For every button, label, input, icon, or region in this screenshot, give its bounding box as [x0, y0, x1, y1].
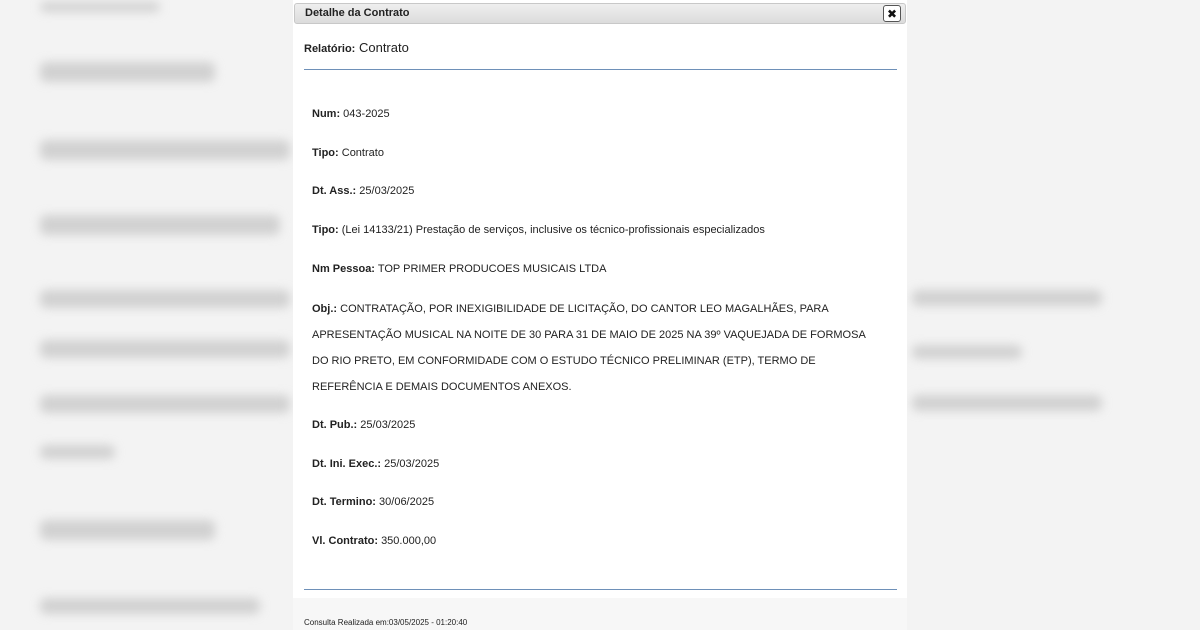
- bg-blur: [912, 290, 1102, 306]
- field-value: TOP PRIMER PRODUCOES MUSICAIS LTDA: [377, 263, 607, 275]
- field-value: (Lei 14133/21) Prestação de serviços, inclusive os técnico-profissionais especializados: [341, 224, 765, 236]
- bg-blur: [40, 2, 160, 12]
- field-label: Dt. Pub.:: [312, 419, 358, 431]
- field-num: [312, 108, 390, 120]
- field-tipo: [312, 147, 384, 159]
- field-value: 30/06/2025: [379, 496, 435, 508]
- field-label: Num:: [312, 108, 341, 120]
- field-label: Vl. Contrato:: [312, 535, 378, 547]
- field-dt-ini: [312, 458, 439, 470]
- field-label: Tipo:: [312, 147, 339, 159]
- bg-blur: [40, 445, 115, 459]
- top-divider: [304, 69, 897, 70]
- field-value: 25/03/2025: [360, 419, 416, 431]
- field-label: Dt. Termino:: [312, 496, 376, 508]
- bg-blur: [40, 520, 215, 540]
- field-dt-pub: [312, 419, 415, 431]
- bg-blur: [912, 345, 1022, 359]
- field-value: CONTRATAÇÃO, POR INEXIGIBILIDADE DE LICITAÇÃO, DO CANTOR LEO MAGALHÃES, PARA APRESENTAÇÃO MUSICAL NA NOITE DE 30 PARA 31 DE MAIO DE 2025 NA 39º VAQUEJADA DE FORMOSA DO RIO PRETO, EM CONFORMIDADE COM O ESTUDO TÉCNICO PRELIMINAR (ETP), TERMO DE REFERÊNCIA E DEMAIS DOCUMENTOS ANEXOS.: [312, 303, 866, 393]
- field-vl-contrato: [312, 535, 436, 547]
- field-value: 350.000,00: [381, 535, 437, 547]
- field-obj: [312, 296, 872, 400]
- field-tipo-lei: [312, 224, 765, 236]
- bg-blur: [40, 340, 290, 358]
- field-pessoa: [312, 263, 606, 275]
- field-label: Dt. Ini. Exec.:: [312, 458, 382, 470]
- field-label: Dt. Ass.:: [312, 185, 357, 197]
- field-value: Contrato: [341, 147, 384, 159]
- dialog-title: Detalhe da Contrato: [305, 7, 410, 19]
- field-value: 25/03/2025: [359, 185, 415, 197]
- bg-blur: [40, 62, 215, 82]
- bottom-divider: [304, 589, 897, 590]
- report-label: Relatório:: [304, 43, 356, 55]
- query-timestamp: Consulta Realizada em:03/05/2025 - 01:20:40: [304, 618, 468, 627]
- contract-detail-dialog: [293, 0, 907, 630]
- report-value: Contrato: [358, 40, 409, 55]
- close-icon: ✖: [886, 6, 898, 21]
- field-label: Nm Pessoa:: [312, 263, 375, 275]
- bg-blur: [40, 215, 280, 235]
- bg-blur: [40, 140, 290, 160]
- field-label: Tipo:: [312, 224, 339, 236]
- bg-blur: [912, 395, 1102, 411]
- field-value: 043-2025: [343, 108, 390, 120]
- report-line: [304, 40, 409, 55]
- bg-blur: [40, 290, 290, 308]
- bg-blur: [40, 395, 290, 413]
- field-dt-ass: [312, 185, 414, 197]
- field-label: Obj.:: [312, 303, 338, 315]
- bg-blur: [40, 598, 260, 614]
- dialog-header: [294, 3, 906, 24]
- field-dt-termino: [312, 496, 434, 508]
- close-button[interactable]: [883, 5, 901, 22]
- field-value: 25/03/2025: [384, 458, 440, 470]
